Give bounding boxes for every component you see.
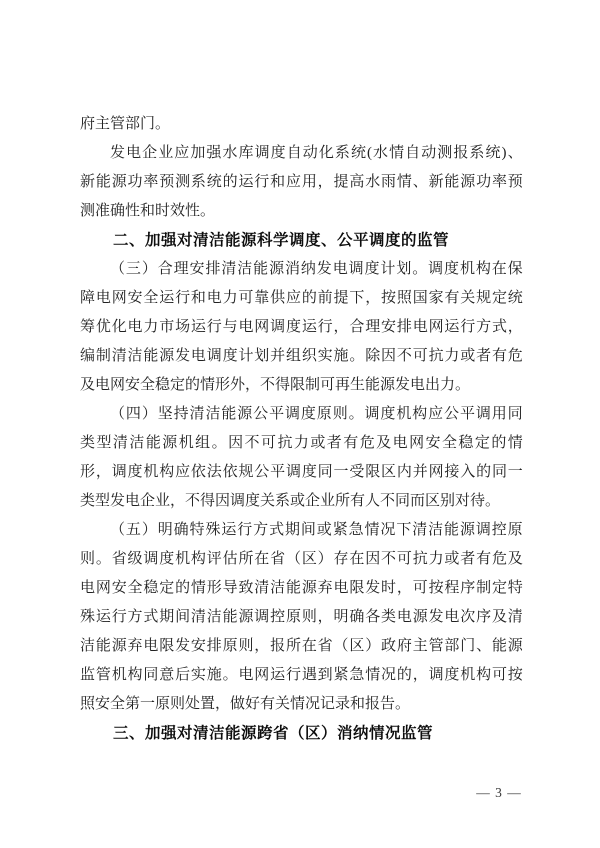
body-text-line: 障 电 网 安 全 运 行 和 电 力 可 靠 供 应 的 前 提 下 ， 按 照 国 家 有 关 规 定 统: [80, 290, 523, 306]
body-text-line: 电 网 安 全 稳 定 的 情 形 导 致 清 洁 能 源 弃 电 限 发 时 ， 可 按 程 序 制 定 特: [80, 580, 523, 596]
body-text-line: 筹 优 化 电 力 市 场 运 行 与 电 网 调 度 运 行 ， 合 理 安 排 电 网 运 行 方 式 ，: [80, 319, 523, 335]
body-text-line: 形 ， 调 度 机 构 应 依 法 依 规 公 平 调 度 同 一 受 限 区 内 并 网 接 入 的 同 一: [80, 464, 523, 480]
body-text-line: 发 电 企 业 应 加 强 水 库 调 度 自 动 化 系 统 ( 水 情 自 动 测 报 系 统 ) 、: [110, 145, 523, 161]
body-text-line: 测准确性和时效性。: [80, 203, 216, 219]
body-text-line: （ 三 ） 合 理 安 排 清 洁 能 源 消 纳 发 电 调 度 计 划 。 调 度 机 构 在 保: [110, 261, 523, 277]
section-heading: 三、加强对清洁能源跨省（区）消纳情况监管: [113, 725, 434, 742]
document-body: [80, 110, 523, 748]
body-text-line: 类型发电企业，不得因调度关系或企业所有人不同而区别对待。: [80, 493, 501, 509]
body-text-line: 监 管 机 构 同 意 后 实 施 。 电 网 运 行 遇 到 紧 急 情 况 的 ， 调 度 机 构 可 按: [80, 667, 523, 683]
body-text-line: 类 型 清 洁 能 源 机 组 。 因 不 可 抗 力 或 者 有 危 及 电 网 安 全 稳 定 的 情: [80, 435, 523, 451]
body-text-line: 照安全第一原则处置，做好有关情况记录和报告。: [80, 696, 411, 712]
page-number: — 3 —: [476, 785, 522, 800]
section-heading: 二、加强对清洁能源科学调度、公平调度的监管: [113, 232, 450, 249]
body-text-line: （ 五 ） 明 确 特 殊 运 行 方 式 期 间 或 紧 急 情 况 下 清 洁 能 源 调 控 原: [110, 522, 523, 538]
body-text-line: 洁 能 源 弃 电 限 发 安 排 原 则 ， 报 所 在 省 （ 区 ） 政 府 主 管 部 门 、 能 源: [80, 638, 523, 654]
body-text-line: 殊 运 行 方 式 期 间 清 洁 能 源 调 控 原 则 ， 明 确 各 类 电 源 发 电 次 序 及 清: [80, 609, 523, 625]
body-text-line: 则 。 省 级 调 度 机 构 评 估 所 在 省 （ 区 ） 存 在 因 不 可 抗 力 或 者 有 危 及: [80, 551, 523, 567]
body-text-line: 新 能 源 功 率 预 测 系 统 的 运 行 和 应 用 ， 提 高 水 雨 情 、 新 能 源 功 率 预: [80, 174, 523, 190]
body-text-line: 编 制 清 洁 能 源 发 电 调 度 计 划 并 组 织 实 施 。 除 因 不 可 抗 力 或 者 有 危: [80, 348, 523, 364]
body-text-line: （ 四 ） 坚 持 清 洁 能 源 公 平 调 度 原 则 。 调 度 机 构 应 公 平 调 用 同: [110, 406, 523, 422]
body-text-line: 府主管部门。: [80, 116, 171, 132]
body-text-line: 及电网安全稳定的情形外，不得限制可再生能源发电出力。: [80, 377, 471, 393]
